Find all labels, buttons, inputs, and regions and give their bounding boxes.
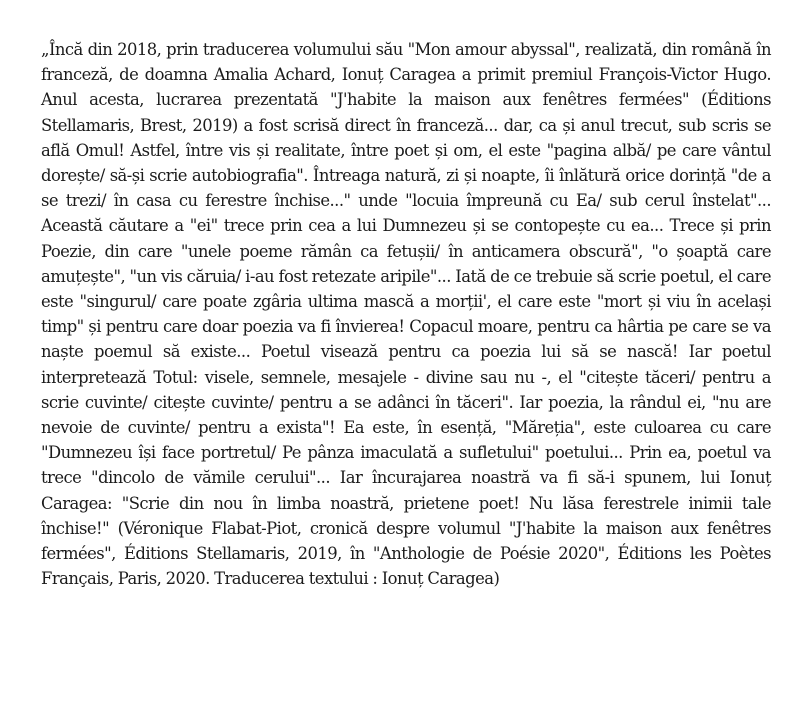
quote-paragraph: „Încă din 2018, prin traducerea volumului său "Mon amour abyssal", realizată, din română în franceză, de doamna Amalia Achard, Ionuț Caragea a primit premiul François-Victor Hugo. Anul acesta, lucrarea prezentată "J'habite la maison aux fenêtres fermées" (Éditions Stellamaris, Brest, 2019) a fost scrisă direct în franceză... dar, ca și anul trecut, sub scris se află Omul! Astfel, între vis și realitate, între poet și om, el este "pagina albă/ pe care vântul dorește/ să-și scrie autobiografia". Întreaga natură, zi și noapte, îi înlătură orice dorință "de a se trezi/ în casa cu ferestre închise..." unde "locuia împreună cu Ea/ sub cerul înstelat"... Această căutare a "ei" trece prin cea a lui Dumnezeu și se contopește cu ea... Trece și prin Poezie, din care "unele poeme rămân ca fetușii/ în anticamera obscură", "o șoaptă care amuțește", "un vis căruia/ i-au fost retezate aripile"... Iată de ce trebuie să scrie poetul, el care este "singurul/ care poate zgâria ultima mască a morții', el care este "mort și viu în același timp" și pentru care doar poezia va fi învierea! Copacul moare, pentru ca hârtia pe care se va naște poemul să existe... Poetul visează pentru ca poezia lui să se nască! Iar poetul interpretează Totul: visele, semnele, mesajele - divine sau nu -, el "citește tăceri/ pentru a scrie cuvinte/ citește cuvinte/ pentru a se adânci în tăceri". Iar poezia, la rândul ei, "nu are nevoie de cuvinte/ pentru a exista"! Ea este, în esență, "Măreția", este culoarea cu care "Dumnezeu își face portretul/ Pe pânza imaculată a sufletului" poetului... Prin ea, poetul va trece "dincolo de vămile cerului"... Iar încurajarea noastră va fi să-i spunem, lui Ionuț Caragea: "Scrie din nou în limba noastră, prietene poet! Nu lăsa ferestrele inimii tale închise!" (Véronique Flabat-Piot, cronică despre volumul "J'habite la maison aux fenêtres fermées", Éditions Stellamaris, 2019, în "Anthologie de Poésie 2020", Éditions les Poètes Français, Paris, 2020. Traducerea textului : Ionuț Caragea) bbox=[41, 40, 771, 589]
document-page bbox=[41, 37, 771, 591]
